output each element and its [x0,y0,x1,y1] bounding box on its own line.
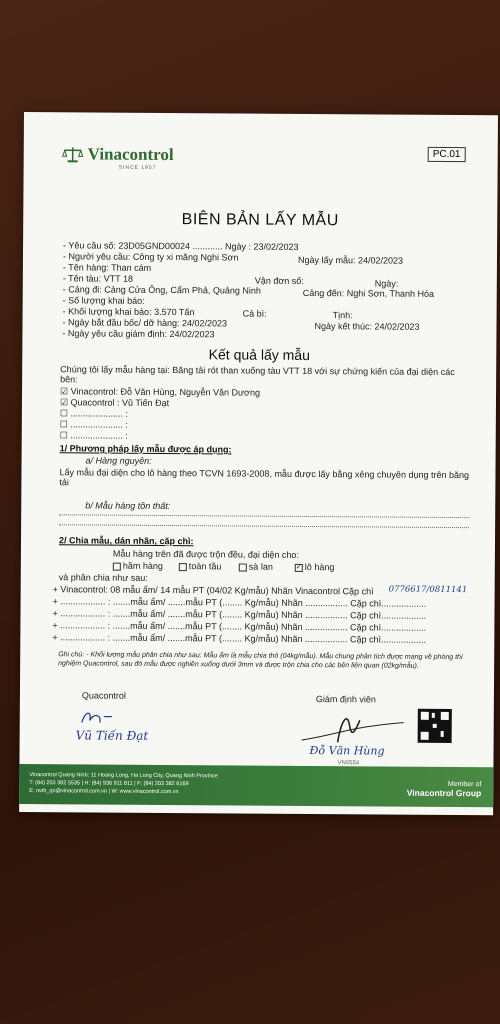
signature-left [78,708,118,728]
blank-line [59,514,469,518]
row-vinacontrol: + Vinacontrol: 08 mẫu ẩm/ 14 mẫu PT (04/02 Kg/mẫu) Nhãn Vinacontrol Cặp chì [52,584,374,597]
info-sample-date: Ngày lấy mẫu: 24/02/2023 [297,254,404,266]
rep-empty-1: ☐ ..................... : [59,408,129,419]
row-empty-3: + .................. : .......mẫu ẩm/ .......mẫu PT (........ Kg/mẫu) Nhãn ................. Cặp chì.................. [52,620,427,633]
info-day: Ngày: [374,278,399,289]
row-empty-4: + .................. : .......mẫu ẩm/ .......mẫu PT (........ Kg/mẫu) Nhãn ................. Cặp chì.................. [52,632,427,645]
info-goods: - Tên hàng: Than cám [62,262,152,273]
sign-left-name: Vũ Tiến Đạt [75,728,149,743]
info-request-date: - Ngày yêu cầu giám định: 24/02/2023 [62,328,215,340]
footer-member [407,781,482,799]
info-quantity: - Số lượng khai báo: [62,295,145,306]
info-bill: Vận đơn số: [254,275,304,286]
blank-line [59,524,469,528]
footer-phones: T: (84) 203 382 5535 | H: (84) 936 911 811 | F: (84) 203 382 6169 [29,780,189,788]
sign-right-name: Đỗ Văn Hùng [309,744,385,758]
option-lot: ✓ lô hàng [295,561,335,573]
info-gross: Cả bì: [242,308,267,319]
section-1a-text: Lấy mẫu đại diện cho lô hàng theo TCVN 1693-2008, mẫu được lấy bằng xẻng chuyên dụng trên băng tải [59,467,470,488]
info-vessel: - Tên tàu: VTT 18 [62,273,134,284]
info-end-date: Ngày kết thúc: 24/02/2023 [314,321,420,332]
intro-text: Chúng tôi lấy mẫu hàng tại: Băng tải rót than xuống tàu VTT 18 với sự chứng kiến của đại diện các bên: [60,364,455,385]
row-empty-1: + .................. : .......mẫu ẩm/ .......mẫu PT (........ Kg/mẫu) Nhãn ................. Cặp chì.................. [52,596,427,609]
rep-empty-3: ☐ ..................... : [59,430,128,441]
info-weight: - Khối lượng khai báo: 3.570 Tấn [62,306,195,318]
checkbox [239,563,247,571]
member-label: Member of [447,780,482,789]
sign-right-label: Giám định viên [315,694,376,705]
mix-text: Mẫu hàng trên đã được trộn đều, đại diện cho: [112,548,299,560]
info-port-from: - Cảng đi: Cảng Cửa Ông, Cẩm Phả, Quảng Ninh [62,284,261,296]
checkbox [113,562,121,570]
footer-email: E: nvth_qn@vinacontrol.com.vn | W: www.vinacontrol.com.vn [29,788,179,796]
option-vessel: toàn tầu [179,561,222,571]
info-start-date: - Ngày bắt đầu bốc/ dỡ hàng: 24/02/2023 [62,317,228,329]
info-request-no: - Yêu cầu số: 23D05GND00024 ............ Ngày : 23/02/2023 [63,240,299,252]
option-hold: hầm hàng [113,561,163,571]
info-net: Tịnh: [332,310,353,321]
document-page [19,112,498,815]
checkbox-checked: ✓ [295,563,302,571]
section-1-heading: 1/ Phương pháp lấy mẫu được áp dụng: [59,443,232,455]
info-requester: - Người yêu cầu: Công ty xi măng Nghi Sơn [62,251,239,263]
row-empty-2: + .................. : .......mẫu ẩm/ .......mẫu PT (........ Kg/mẫu) Nhãn ................. Cặp chì.................. [52,608,427,621]
section-1b: b/ Mẫu hàng tồn thất: [85,500,171,512]
qr-code-icon [418,709,452,743]
member-group: Vinacontrol Group [406,787,482,799]
note-text: Ghi chú: - Khối lượng mẫu phân chia như sau: Mẫu ẩm là mẫu chia thô (04kg/mẫu). Mẫu chung phân tích được mang về phòng thí nghiệm Quacontrol, sau đó mẫu được nghiền xuống dưới 3mm và được trộn chia cho các bên liên quan (02kg/mẫu). [58,651,463,670]
checkbox [179,563,187,571]
logo-since: SINCE 1957 [118,164,157,171]
rep-vinacontrol: ☑ Vinacontrol: Đỗ Văn Hùng, Nguyễn Văn Dương [60,386,261,398]
section-1a: a/ Hàng nguyên: [85,455,152,466]
signature-right [298,708,408,749]
info-port-to: Cảng đến: Nghi Sơn, Thanh Hóa [302,287,435,299]
rep-quacontrol: ☑ Quacontrol : Vũ Tiến Đạt [59,397,170,409]
footer-address: Vinacontrol Quang Ninh: 11 Hoang Long, Ha Long City, Quang Ninh Province [29,772,218,780]
document-title: BIÊN BẢN LẤY MẪU [181,211,339,230]
rep-empty-2: ☐ ..................... : [59,419,128,430]
stamp-code: VN0554 [337,760,360,767]
form-code: PC.01 [428,147,466,162]
sign-left-label: Quacontrol [81,690,126,701]
distribution-text: và phân chia như sau: [58,572,148,583]
footer-band [19,764,493,807]
result-title: Kết quả lấy mẫu [208,346,310,364]
vinacontrol-logo [62,144,174,165]
scale-icon [62,145,84,163]
logo-text: Vinacontrol [87,144,174,165]
seal-numbers: 0776617/0811141 [388,584,468,596]
section-2-heading: 2/ Chia mẫu, dán nhãn, cặp chì: [58,535,194,547]
option-barge: sà lan [239,562,273,572]
